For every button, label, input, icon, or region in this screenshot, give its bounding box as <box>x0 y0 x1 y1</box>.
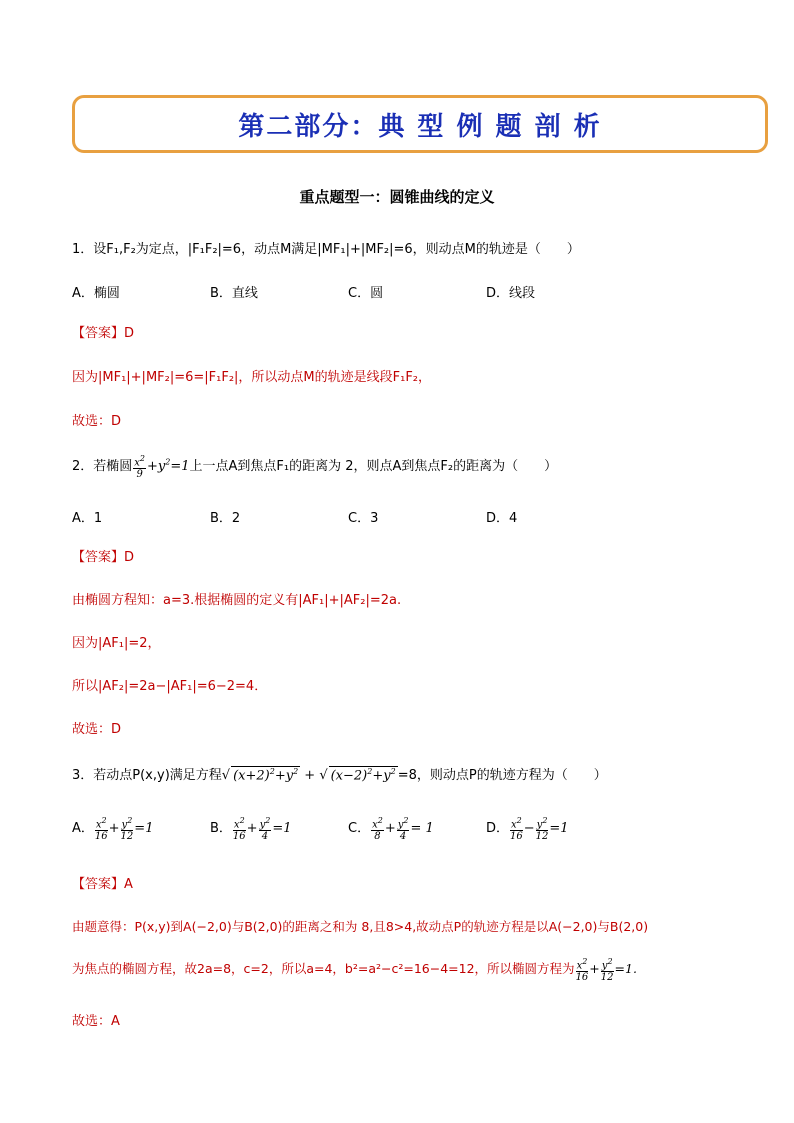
section-banner <box>72 95 768 153</box>
q2-text-before: 2．若椭圆 <box>72 459 133 475</box>
q2-answer: 【答案】D <box>72 550 135 565</box>
q3-option-a: A． $\frac{x^2}{16}$ + $\frac{y^2}{12}$ =1 <box>72 816 154 843</box>
q2-choose: 故选：D <box>72 722 122 737</box>
q3-option-b: B． $\frac{x^2}{16}$ + $\frac{y^2}{4}$ =1 <box>210 816 292 843</box>
banner-title: 第二部分：典 型 例 题 剖 析 <box>238 111 602 142</box>
q2-formula-rest: $+y^2=1$ <box>147 457 190 475</box>
q1-choose: 故选：D <box>72 414 122 429</box>
q2-text <box>72 453 557 480</box>
q1-explanation: 因为|MF₁|+|MF₂|=6=|F₁F₂|，所以动点M的轨迹是线段F₁F₂， <box>72 370 432 385</box>
q3-text-after: =8，则动点P的轨迹方程为（ ） <box>397 768 607 783</box>
q1-answer: 【答案】D <box>72 326 135 341</box>
q3-choose: 故选：A <box>72 1014 120 1029</box>
q1-text: 1．设F₁,F₂为定点，|F₁F₂|=6，动点M满足|MF₁|+|MF₂|=6，则动点M的轨迹是（ ） <box>72 242 580 257</box>
q2-explanation-3: 所以|AF₂|=2a−|AF₁|=6−2=4． <box>72 679 268 694</box>
q3-answer: 【答案】A <box>72 877 133 892</box>
q3-explanation-1: 由题意得：P(x,y)到A(−2,0)与B(2,0)的距离之和为 8,且8>4,故动点P的轨迹方程是以A(−2,0)与B(2,0) <box>72 919 649 934</box>
q2-option-b: B．2 <box>210 511 241 526</box>
q3-explanation-2: 为焦点的椭圆方程，故2a=8，c=2，所以a=4，b²=a²−c²=16−4=12，所以椭圆方程为 $\frac{x^2}{16}$ + $\frac{y^2}{12}$ =1. <box>72 957 637 984</box>
q3-option-d: D． $\frac{x^2}{16}$ − $\frac{y^2}{12}$ =1 <box>486 816 569 843</box>
q3-text-before: 3．若动点P(x,y)满足方程 <box>72 768 222 783</box>
q2-formula-frac: $\frac{x^2}{9}$ <box>134 454 146 481</box>
section-title: 重点题型一：圆锥曲线的定义 <box>299 188 495 206</box>
q2-option-d: D．4 <box>486 511 518 526</box>
q3-option-c: C． $\frac{x^2}{8}$ + $\frac{y^2}{4}$ = 1 <box>348 816 434 843</box>
q2-explanation-2: 因为|AF₁|=2， <box>72 636 161 651</box>
q2-text-after: 上一点A到焦点F₁的距离为 2，则点A到焦点F₂的距离为（ ） <box>189 459 558 475</box>
q3-text <box>72 764 607 783</box>
q2-option-a: A．1 <box>72 511 103 526</box>
q1-option-b: B．直线 <box>210 286 258 301</box>
q1-option-a: A．椭圆 <box>72 286 120 301</box>
q2-explanation-1: 由椭圆方程知：a=3.根据椭圆的定义有|AF₁|+|AF₂|=2a. <box>72 593 402 608</box>
q1-option-d: D．线段 <box>486 286 536 301</box>
q3-formula: √ $(x+2)^2+y^2$ + √ $(x-2)^2+y^2$ <box>221 766 396 783</box>
q1-option-c: C．圆 <box>348 286 384 301</box>
q2-option-c: C．3 <box>348 511 379 526</box>
